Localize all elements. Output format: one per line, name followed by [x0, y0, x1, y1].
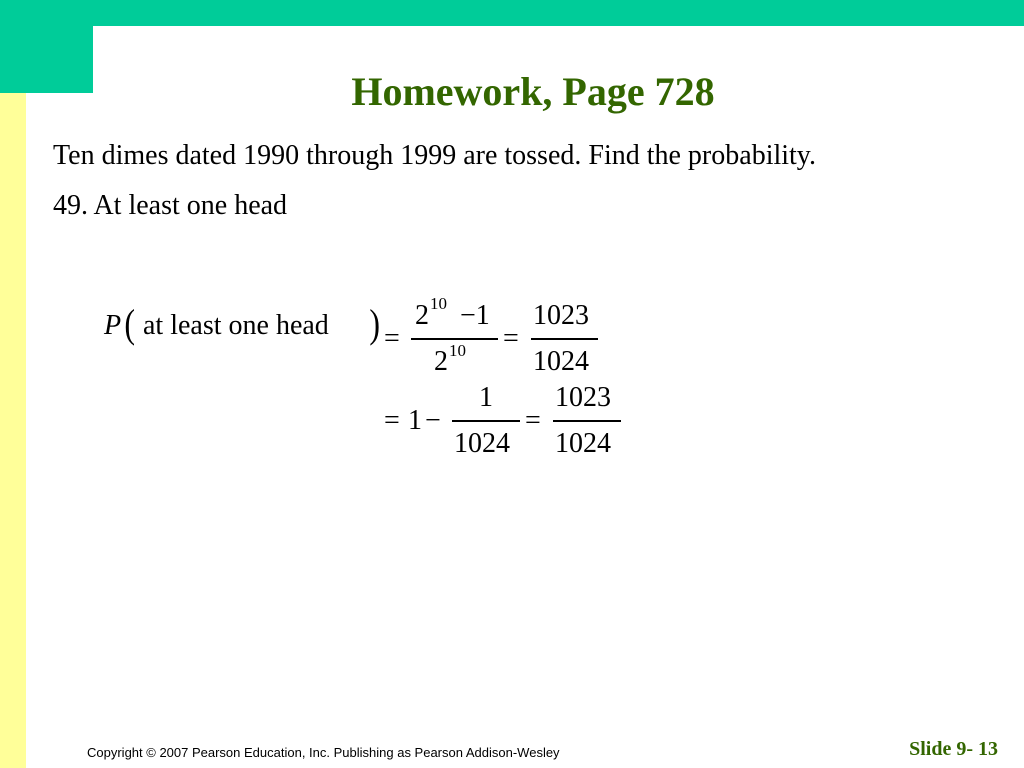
eq-event-text: at least one head	[143, 310, 329, 341]
frac4-den: 1024	[555, 428, 611, 459]
frac2-bar	[531, 338, 598, 340]
frac3-num: 1	[479, 382, 493, 413]
footer-copyright: Copyright © 2007 Pearson Education, Inc. Publishing as Pearson Addison-Wesley	[87, 745, 560, 760]
problem-number: 49. At least one head	[53, 190, 288, 221]
eq-minus: −	[425, 405, 441, 436]
eq-one: 1	[408, 405, 422, 436]
eq-equals-3: =	[384, 405, 400, 436]
frac1-num-rest: −1	[460, 300, 490, 331]
eq-equals-4: =	[525, 405, 541, 436]
problem-prompt: Ten dimes dated 1990 through 1999 are tossed. Find the probability.	[53, 140, 816, 171]
top-accent-bar	[0, 0, 1024, 26]
frac1-bar	[411, 338, 498, 340]
frac1-den-base: 2	[434, 346, 448, 377]
frac3-den: 1024	[454, 428, 510, 459]
frac1-den-exp: 10	[449, 341, 466, 360]
frac4-bar	[553, 420, 621, 422]
eq-equals-2: =	[503, 323, 519, 354]
frac2-den: 1024	[533, 346, 589, 377]
frac2-num: 1023	[533, 300, 589, 331]
frac3-bar	[452, 420, 520, 422]
frac1-num-base: 2	[415, 300, 429, 331]
eq-p-symbol: P	[104, 310, 122, 341]
footer-slide-number: Slide 9- 13	[909, 738, 998, 760]
slide-title: Homework, Page 728	[351, 69, 715, 114]
eq-equals-1: =	[384, 323, 400, 354]
frac1-num-exp: 10	[430, 294, 447, 313]
eq-close-paren: )	[369, 301, 380, 346]
frac4-num: 1023	[555, 382, 611, 413]
eq-open-paren: (	[124, 301, 135, 346]
